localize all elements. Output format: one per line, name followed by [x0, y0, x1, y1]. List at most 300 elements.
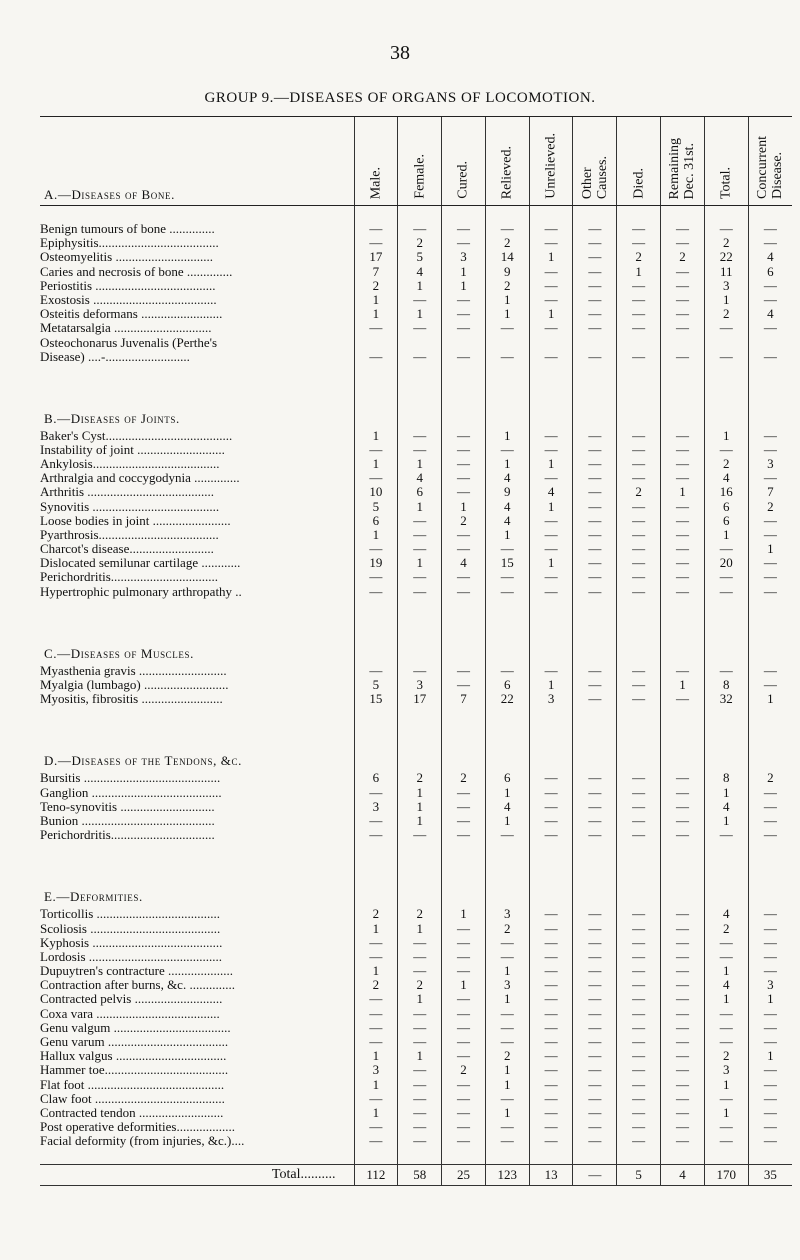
row-value: — [529, 471, 573, 485]
row-value: — [485, 1134, 529, 1148]
row-value: — [748, 1021, 792, 1035]
row-value: — [661, 321, 705, 335]
total-value: 4 [661, 1165, 705, 1186]
row-value: 1 [485, 1106, 529, 1120]
spacer-cell [354, 615, 398, 631]
row-value: — [617, 1049, 661, 1063]
row-value: — [661, 457, 705, 471]
row-value: — [529, 429, 573, 443]
row-value: — [748, 528, 792, 542]
spacer-cell [573, 599, 617, 615]
row-label: Contraction after burns, &c. .............. [40, 977, 235, 993]
spacer-cell [398, 396, 442, 429]
row-value: — [398, 1106, 442, 1120]
row-value: — [442, 814, 486, 828]
spacer-cell [529, 842, 573, 858]
row-value: 7 [354, 265, 398, 279]
row-value: — [529, 1049, 573, 1063]
total-value: 170 [704, 1165, 748, 1186]
row-label: Myasthenia gravis ........................... [40, 662, 227, 678]
column-header: Concurrent Disease. [748, 117, 792, 206]
row-value: — [617, 1021, 661, 1035]
row-value: — [398, 222, 442, 236]
row-value: 2 [442, 1063, 486, 1077]
row-value: — [748, 471, 792, 485]
spacer-cell [617, 874, 661, 907]
row-value: — [704, 570, 748, 584]
row-value: — [617, 771, 661, 785]
spacer-cell [398, 1148, 442, 1165]
table-row [40, 1134, 792, 1148]
row-value: 2 [354, 978, 398, 992]
spacer-cell [748, 738, 792, 771]
spacer-cell [617, 599, 661, 615]
total-value: 13 [529, 1165, 573, 1186]
row-label: Hypertrophic pulmonary arthropathy .. [40, 583, 242, 599]
row-value: — [661, 1049, 705, 1063]
row-value: — [573, 443, 617, 457]
row-value: — [661, 1092, 705, 1106]
row-label: Claw foot ........................................ [40, 1090, 225, 1106]
row-label-line: Osteochonarus Juvenalis (Perthe's [40, 334, 218, 350]
table-row [40, 1021, 792, 1035]
row-value: — [398, 570, 442, 584]
spacer-cell [529, 615, 573, 631]
row-value: — [398, 443, 442, 457]
row-value: — [661, 279, 705, 293]
row-value: — [442, 1021, 486, 1035]
row-value: — [529, 222, 573, 236]
spacer-cell [354, 858, 398, 874]
row-value: — [573, 771, 617, 785]
row-value: 1 [354, 1078, 398, 1092]
row-value: — [748, 907, 792, 921]
row-value: — [442, 1134, 486, 1148]
spacer-cell [704, 615, 748, 631]
spacer-cell [442, 874, 486, 907]
row-value: — [354, 1035, 398, 1049]
spacer-cell [40, 206, 354, 223]
spacer-cell [704, 631, 748, 664]
row-value: 1 [485, 457, 529, 471]
spacer-cell [354, 738, 398, 771]
table-row [40, 978, 792, 992]
row-value: — [617, 814, 661, 828]
row-value: — [354, 1007, 398, 1021]
row-value: — [354, 664, 398, 678]
row-value: — [442, 1035, 486, 1049]
row-value: 1 [354, 921, 398, 935]
row-value: — [661, 307, 705, 321]
row-value: — [748, 293, 792, 307]
row-value: — [661, 236, 705, 250]
row-label: Metatarsalgia .............................. [40, 320, 212, 336]
row-value: 1 [398, 279, 442, 293]
row-label-line: Disease) ....-.......................... [40, 348, 190, 364]
table-row [40, 429, 792, 443]
row-value: — [573, 950, 617, 964]
row-value: — [661, 1063, 705, 1077]
row-value: 2 [748, 499, 792, 513]
spacer-cell [354, 1148, 398, 1165]
row-value: — [617, 556, 661, 570]
table-row [40, 1063, 792, 1077]
table-row [40, 1120, 792, 1134]
spacer-row [40, 1148, 792, 1165]
spacer-cell [354, 706, 398, 722]
spacer-cell [354, 631, 398, 664]
row-value: 2 [748, 771, 792, 785]
table-row [40, 556, 792, 570]
spacer-cell [398, 631, 442, 664]
row-value: — [748, 1035, 792, 1049]
row-value: — [661, 429, 705, 443]
row-label: Arthralgia and coccygodynia .............. [40, 470, 240, 486]
table-row [40, 921, 792, 935]
row-value: — [529, 1092, 573, 1106]
spacer-cell [617, 706, 661, 722]
column-header: Male. [354, 117, 398, 206]
spacer-cell [573, 842, 617, 858]
spacer-cell [573, 706, 617, 722]
row-value: — [748, 678, 792, 692]
spacer-row [40, 599, 792, 615]
spacer-cell [704, 364, 748, 380]
row-value: — [485, 950, 529, 964]
spacer-cell [573, 858, 617, 874]
row-value: 1 [704, 1078, 748, 1092]
row-value: — [485, 828, 529, 842]
table-row [40, 664, 792, 678]
spacer-cell [573, 738, 617, 771]
spacer-cell [704, 722, 748, 738]
spacer-cell [485, 615, 529, 631]
row-value: — [617, 692, 661, 706]
row-value: — [398, 664, 442, 678]
row-value: 1 [617, 265, 661, 279]
row-value: 1 [354, 293, 398, 307]
spacer-cell [529, 380, 573, 396]
row-label: Scoliosis ........................................ [40, 920, 221, 936]
row-value: — [529, 265, 573, 279]
row-value: — [748, 585, 792, 599]
spacer-cell [442, 858, 486, 874]
row-value: — [573, 485, 617, 499]
table-row [40, 907, 792, 921]
row-value: 4 [485, 471, 529, 485]
row-value: — [529, 293, 573, 307]
spacer-cell [573, 380, 617, 396]
row-value: — [617, 542, 661, 556]
row-value: — [354, 950, 398, 964]
row-value: — [529, 800, 573, 814]
spacer-cell [661, 858, 705, 874]
row-label: Loose bodies in joint ........................ [40, 512, 231, 528]
row-value: — [617, 1134, 661, 1148]
row-value: 4 [485, 514, 529, 528]
row-value: — [704, 336, 748, 364]
row-value: 1 [704, 992, 748, 1006]
spacer-cell [661, 631, 705, 664]
row-value: — [573, 964, 617, 978]
row-value: 4 [398, 471, 442, 485]
section-heading: C.—Diseases of Muscles. [44, 645, 194, 661]
row-value: 1 [398, 1049, 442, 1063]
spacer-cell [704, 396, 748, 429]
spacer-cell [529, 396, 573, 429]
row-value: 3 [485, 978, 529, 992]
row-value: — [398, 1078, 442, 1092]
spacer-row [40, 380, 792, 396]
row-value: — [617, 528, 661, 542]
spacer-cell [617, 738, 661, 771]
table-row [40, 950, 792, 964]
row-value: — [354, 992, 398, 1006]
row-value: 1 [485, 814, 529, 828]
table-row [40, 786, 792, 800]
spacer-cell [40, 842, 354, 858]
row-value: — [704, 1092, 748, 1106]
row-value: — [354, 336, 398, 364]
total-value: 35 [748, 1165, 792, 1186]
row-value: — [748, 814, 792, 828]
row-value: — [748, 1134, 792, 1148]
row-value: — [573, 678, 617, 692]
spacer-cell [661, 738, 705, 771]
row-value: 1 [354, 1049, 398, 1063]
row-value: — [748, 321, 792, 335]
spacer-cell [704, 380, 748, 396]
row-value: 1 [485, 786, 529, 800]
row-value: 4 [704, 978, 748, 992]
row-value: — [617, 992, 661, 1006]
spacer-cell [442, 842, 486, 858]
table-row [40, 528, 792, 542]
spacer-cell [485, 206, 529, 223]
row-value: — [398, 964, 442, 978]
spacer-cell [748, 706, 792, 722]
row-value: 4 [442, 556, 486, 570]
spacer-cell [617, 842, 661, 858]
spacer-cell [354, 380, 398, 396]
row-value: — [661, 1106, 705, 1120]
spacer-cell [354, 206, 398, 223]
spacer-row [40, 706, 792, 722]
spacer-cell [442, 364, 486, 380]
row-value: — [617, 678, 661, 692]
table-row [40, 485, 792, 499]
row-value: 2 [398, 978, 442, 992]
spacer-cell [398, 874, 442, 907]
table-row [40, 828, 792, 842]
row-value: — [661, 692, 705, 706]
row-value: — [442, 964, 486, 978]
spacer-cell [661, 206, 705, 223]
row-value: — [617, 1078, 661, 1092]
row-value: — [442, 1106, 486, 1120]
spacer-cell [617, 1148, 661, 1165]
row-value: 4 [704, 471, 748, 485]
row-value: — [617, 1007, 661, 1021]
row-value: — [617, 786, 661, 800]
row-value: — [748, 1063, 792, 1077]
spacer-cell [573, 1148, 617, 1165]
row-value: — [354, 321, 398, 335]
row-value: — [617, 950, 661, 964]
row-value: — [354, 1021, 398, 1035]
row-value: 16 [704, 485, 748, 499]
row-value: 1 [748, 692, 792, 706]
row-value: — [617, 1035, 661, 1049]
spacer-cell [661, 842, 705, 858]
row-value: — [398, 585, 442, 599]
row-value: 1 [704, 528, 748, 542]
row-label: Arthritis ....................................... [40, 484, 215, 500]
row-label: Osteitis deformans ......................... [40, 306, 223, 322]
spacer-cell [617, 631, 661, 664]
row-value: — [573, 1035, 617, 1049]
row-value: — [442, 222, 486, 236]
spacer-cell [354, 599, 398, 615]
spacer-cell [398, 615, 442, 631]
spacer-cell [704, 706, 748, 722]
row-value: 7 [442, 692, 486, 706]
spacer-cell [485, 842, 529, 858]
row-value: — [748, 936, 792, 950]
row-value: 6 [354, 771, 398, 785]
row-value: — [529, 992, 573, 1006]
row-value: — [529, 570, 573, 584]
row-value: 2 [704, 1049, 748, 1063]
row-value: 1 [354, 528, 398, 542]
row-value: — [748, 664, 792, 678]
row-value: 1 [704, 786, 748, 800]
row-value: 2 [354, 279, 398, 293]
spacer-cell [442, 380, 486, 396]
row-value: — [661, 570, 705, 584]
row-value: 2 [704, 236, 748, 250]
row-value: — [661, 265, 705, 279]
row-value: — [485, 222, 529, 236]
row-value: — [661, 585, 705, 599]
row-value: — [529, 514, 573, 528]
row-value: 4 [529, 485, 573, 499]
row-value: 5 [354, 499, 398, 513]
spacer-cell [529, 631, 573, 664]
statistics-table [40, 117, 792, 1186]
row-value: — [398, 542, 442, 556]
row-value: — [573, 1007, 617, 1021]
row-value: — [529, 1035, 573, 1049]
table-row [40, 936, 792, 950]
column-header: Other Causes. [573, 117, 617, 206]
row-value: — [617, 307, 661, 321]
row-value: 1 [485, 528, 529, 542]
spacer-cell [40, 615, 354, 631]
section-heading-bone: A.—Diseases of Bone. [40, 117, 354, 206]
row-value: — [485, 321, 529, 335]
row-value: — [661, 664, 705, 678]
row-value: — [485, 542, 529, 556]
spacer-cell [40, 380, 354, 396]
row-value: — [442, 542, 486, 556]
header-row [40, 117, 792, 206]
spacer-cell [40, 364, 354, 380]
row-value: — [573, 279, 617, 293]
row-value: 8 [704, 678, 748, 692]
spacer-cell [40, 1148, 354, 1165]
row-value: — [442, 1049, 486, 1063]
row-value: — [529, 542, 573, 556]
row-value: — [704, 1035, 748, 1049]
row-value: — [398, 1021, 442, 1035]
row-value: — [573, 921, 617, 935]
section-heading-tendons [40, 738, 792, 771]
row-value: 19 [354, 556, 398, 570]
row-value: 1 [661, 678, 705, 692]
row-value: — [398, 936, 442, 950]
row-value: — [442, 828, 486, 842]
spacer-cell [748, 364, 792, 380]
row-value: — [354, 1134, 398, 1148]
row-value: — [661, 443, 705, 457]
row-value: 3 [704, 1063, 748, 1077]
row-value: — [442, 471, 486, 485]
row-value: 4 [748, 307, 792, 321]
table-row [40, 585, 792, 599]
row-value: — [573, 1021, 617, 1035]
row-value: — [573, 1120, 617, 1134]
row-value: — [442, 664, 486, 678]
row-label: Caries and necrosis of bone .............. [40, 263, 233, 279]
row-label: Exostosis ...................................... [40, 292, 217, 308]
row-value: — [485, 1035, 529, 1049]
table-row [40, 678, 792, 692]
spacer-cell [529, 858, 573, 874]
row-value: 10 [354, 485, 398, 499]
row-value: — [617, 907, 661, 921]
row-value: — [442, 950, 486, 964]
row-value: — [661, 936, 705, 950]
statistics-table-container [40, 116, 792, 1186]
row-value: — [529, 585, 573, 599]
row-value: — [398, 1035, 442, 1049]
row-value: 3 [354, 800, 398, 814]
spacer-cell [442, 599, 486, 615]
spacer-cell [704, 1148, 748, 1165]
row-value: — [442, 678, 486, 692]
row-value: — [661, 964, 705, 978]
row-value: — [354, 471, 398, 485]
spacer-cell [485, 858, 529, 874]
table-row [40, 800, 792, 814]
row-value: 1 [529, 556, 573, 570]
row-value: — [748, 950, 792, 964]
row-value: 1 [442, 265, 486, 279]
row-value: — [617, 1106, 661, 1120]
row-value: — [617, 964, 661, 978]
row-value: 17 [398, 692, 442, 706]
spacer-cell [442, 396, 486, 429]
row-value: — [573, 1078, 617, 1092]
row-value: 1 [485, 1063, 529, 1077]
row-value: 1 [398, 499, 442, 513]
row-value: — [704, 1021, 748, 1035]
row-value: 22 [704, 250, 748, 264]
row-value: — [748, 514, 792, 528]
row-value: 2 [354, 907, 398, 921]
row-value: — [748, 1078, 792, 1092]
